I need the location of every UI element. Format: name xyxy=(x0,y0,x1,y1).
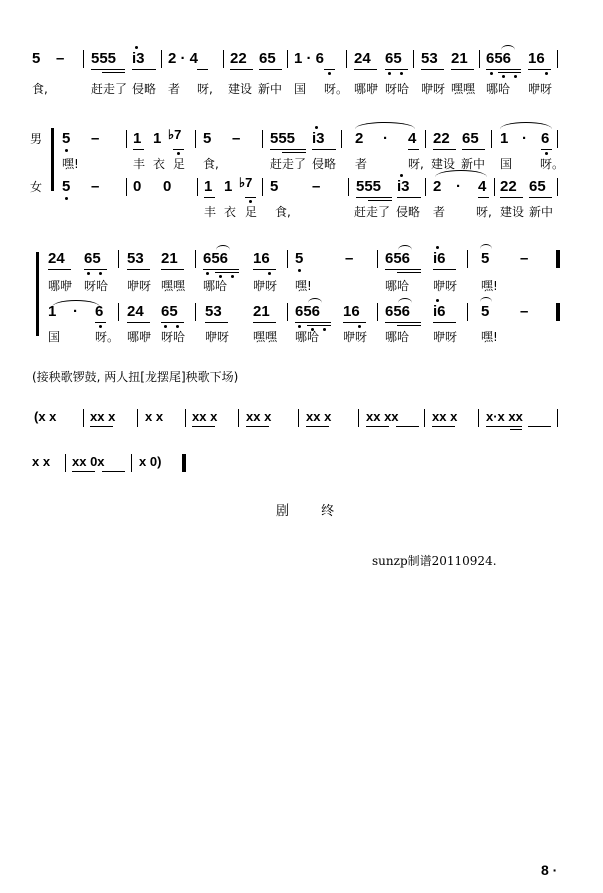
lyric: 国 xyxy=(294,82,307,96)
male-voice-label: 男 xyxy=(30,132,43,146)
lyric: 咿呀 xyxy=(421,82,446,96)
note: 555 xyxy=(91,50,117,67)
final-barline xyxy=(556,303,560,321)
female-voice-label: 女 xyxy=(30,180,43,194)
lyric: 建设 xyxy=(228,82,253,96)
lyric: 咿呀 xyxy=(528,82,553,96)
note: 16 xyxy=(528,50,545,67)
final-barline xyxy=(182,454,186,472)
barline xyxy=(83,50,84,68)
note: 53 xyxy=(421,50,438,67)
lyric: 哪咿 xyxy=(354,82,379,96)
note: 5 xyxy=(32,50,41,67)
fermata xyxy=(480,297,492,302)
lyric: 侵略 xyxy=(132,82,157,96)
slur xyxy=(435,170,487,177)
lyric: 新中 xyxy=(258,82,283,96)
note: 1 · 6 xyxy=(294,50,325,67)
note: i3 xyxy=(132,50,145,67)
fermata-note: 5 xyxy=(481,250,490,267)
slur xyxy=(355,122,415,129)
lyric: 呀, xyxy=(197,82,213,96)
note-dash: – xyxy=(56,50,65,67)
lyric: 赶走了 xyxy=(91,82,128,96)
lyric: 呀哈 xyxy=(385,82,410,96)
note: 21 xyxy=(451,50,468,67)
lyric: 食, xyxy=(32,82,48,96)
note: 2 · 4 xyxy=(168,50,199,67)
end-title: 剧 终 xyxy=(276,504,349,519)
lyric: 呀。 xyxy=(324,82,349,96)
system-bracket xyxy=(51,128,54,191)
page-number: 8 · xyxy=(541,862,558,878)
lyric: 嘿嘿 xyxy=(451,82,476,96)
stage-direction: (接秧歌锣鼓, 两人扭[龙摆尾]秧歌下场) xyxy=(32,370,239,384)
note: 65 xyxy=(385,50,402,67)
note: 5 xyxy=(62,130,71,147)
fermata xyxy=(480,244,492,249)
lyric: 者 xyxy=(168,82,181,96)
note: 65 xyxy=(259,50,276,67)
system-bracket xyxy=(36,252,39,336)
credit: sunzp制谱20110924. xyxy=(372,554,497,568)
lyric: 哪哈 xyxy=(486,82,511,96)
note: 656 xyxy=(486,50,512,67)
note: 24 xyxy=(354,50,371,67)
final-barline xyxy=(556,250,560,268)
slur xyxy=(500,122,552,129)
note: 22 xyxy=(230,50,247,67)
